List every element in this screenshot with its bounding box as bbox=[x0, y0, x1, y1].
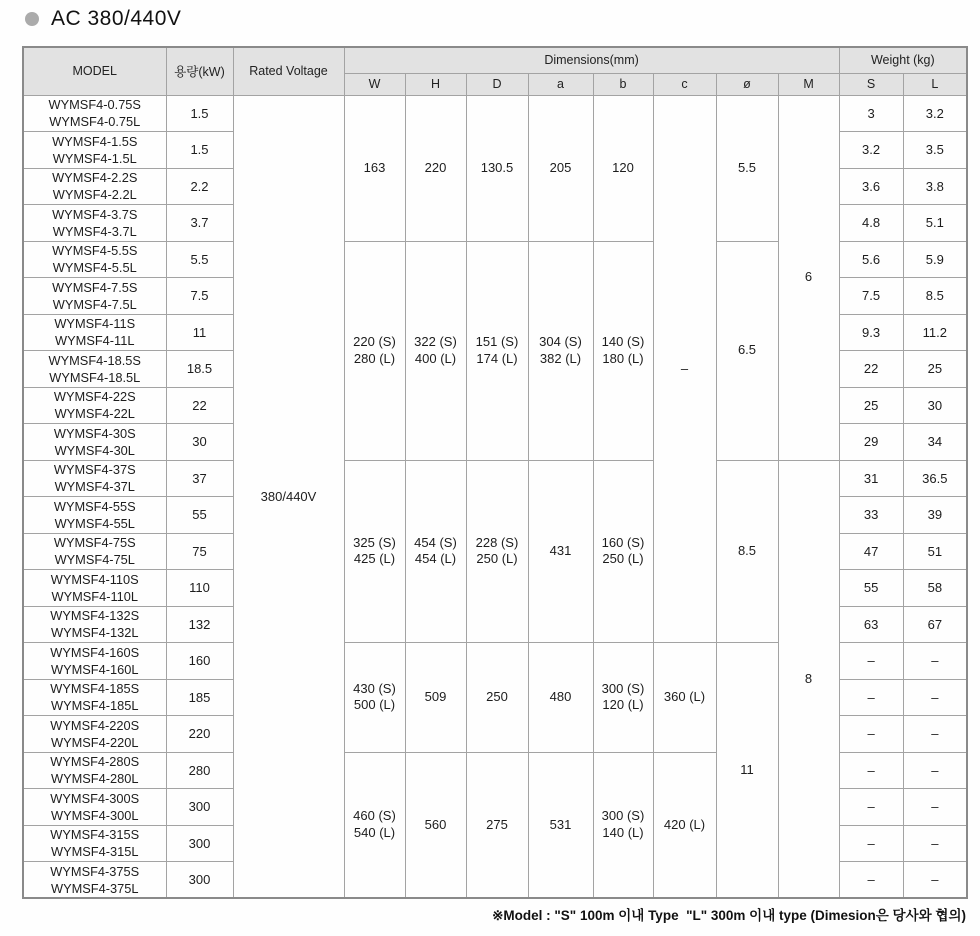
col-header-w: W bbox=[344, 73, 405, 95]
cell-text: WYMSF4-11S bbox=[54, 316, 136, 332]
cell-text: WYMSF4-75L bbox=[54, 552, 135, 568]
cell-text: 120 (L) bbox=[602, 697, 644, 713]
cell-text: 250 bbox=[486, 689, 508, 704]
weight-l-cell: 30 bbox=[903, 387, 967, 424]
cell-text: 425 (L) bbox=[353, 551, 396, 567]
cell-text: WYMSF4-7.5S bbox=[52, 279, 138, 295]
dim-a-cell bbox=[528, 241, 593, 460]
col-header-d: D bbox=[466, 73, 528, 95]
cell-text: 540 (L) bbox=[353, 824, 396, 840]
weight-l-cell: 25 bbox=[903, 351, 967, 388]
dim-c-cell bbox=[653, 752, 716, 898]
weight-l-cell: 3.5 bbox=[903, 132, 967, 169]
cell-text: WYMSF4-37S bbox=[53, 462, 136, 478]
capacity-cell: 75 bbox=[166, 533, 233, 570]
cell-text: 430 (S) bbox=[353, 680, 396, 696]
cell-text: 560 bbox=[424, 816, 447, 832]
dim-a-cell bbox=[528, 752, 593, 898]
capacity-cell: 55 bbox=[166, 497, 233, 534]
cell-text: WYMSF4-220L bbox=[51, 734, 139, 750]
cell-text: 500 (L) bbox=[353, 697, 396, 713]
model-cell bbox=[23, 168, 166, 205]
cell-text: 420 (L) bbox=[663, 816, 706, 832]
cell-text: WYMSF4-5.5L bbox=[52, 260, 137, 276]
cell-text: WYMSF4-185S bbox=[50, 681, 140, 697]
cell-text: 5.5 bbox=[737, 159, 757, 175]
cell-text: 205 bbox=[549, 159, 572, 175]
dim-b-cell bbox=[593, 460, 653, 643]
weight-l-cell: 58 bbox=[903, 570, 967, 607]
capacity-cell: 22 bbox=[166, 387, 233, 424]
cell-text: 280 (L) bbox=[353, 350, 396, 366]
model-cell bbox=[23, 789, 166, 826]
weight-s-cell: 33 bbox=[839, 497, 903, 534]
model-cell bbox=[23, 679, 166, 716]
model-cell bbox=[23, 314, 166, 351]
weight-l-cell: 3.8 bbox=[903, 168, 967, 205]
model-cell bbox=[23, 95, 166, 132]
weight-l-cell: 36.5 bbox=[903, 460, 967, 497]
weight-l-cell: – bbox=[903, 825, 967, 862]
cell-text: WYMSF4-1.5L bbox=[52, 150, 137, 166]
capacity-cell: 300 bbox=[166, 789, 233, 826]
capacity-cell: 132 bbox=[166, 606, 233, 643]
dim-w-cell bbox=[344, 752, 405, 898]
cell-text: 180 (L) bbox=[602, 350, 644, 366]
cell-text: 8.5 bbox=[737, 543, 757, 558]
cell-text: WYMSF4-280L bbox=[51, 771, 139, 787]
weight-l-cell: 67 bbox=[903, 606, 967, 643]
capacity-cell: 3.7 bbox=[166, 205, 233, 242]
cell-text: 460 (S) bbox=[353, 808, 396, 824]
dim-c-cell bbox=[653, 643, 716, 753]
cell-text: 250 (L) bbox=[476, 551, 518, 567]
dim-b-cell bbox=[593, 643, 653, 753]
capacity-cell: 110 bbox=[166, 570, 233, 607]
cell-text: 431 bbox=[549, 543, 572, 558]
cell-text: 454 (S) bbox=[414, 534, 457, 550]
cell-text: 6.5 bbox=[737, 342, 757, 358]
cell-text: 228 (S) bbox=[475, 534, 519, 550]
model-cell bbox=[23, 278, 166, 315]
cell-text: 382 (L) bbox=[539, 350, 582, 366]
dim-c-cell bbox=[653, 95, 716, 643]
capacity-cell: 1.5 bbox=[166, 95, 233, 132]
model-cell bbox=[23, 241, 166, 278]
dim-b-cell bbox=[593, 241, 653, 460]
cell-text: WYMSF4-0.75S bbox=[48, 97, 141, 113]
dim-b-cell bbox=[593, 752, 653, 898]
capacity-cell: 1.5 bbox=[166, 132, 233, 169]
cell-text: 300 (S) bbox=[601, 680, 645, 696]
col-header-dimensions: Dimensions(mm) bbox=[344, 47, 839, 73]
cell-text: 304 (S) bbox=[539, 334, 582, 349]
cell-text: 400 (L) bbox=[414, 350, 457, 366]
weight-l-cell: – bbox=[903, 752, 967, 789]
capacity-cell: 11 bbox=[166, 314, 233, 351]
cell-text: 509 bbox=[424, 689, 447, 704]
model-cell bbox=[23, 643, 166, 680]
cell-text: WYMSF4-375L bbox=[51, 880, 139, 896]
weight-l-cell: – bbox=[903, 789, 967, 826]
col-header-capacity: 용량(kW) bbox=[166, 47, 233, 95]
cell-text: 151 (S) bbox=[475, 334, 519, 349]
weight-s-cell: 3.6 bbox=[839, 168, 903, 205]
weight-s-cell: 63 bbox=[839, 606, 903, 643]
cell-text: WYMSF4-7.5L bbox=[52, 296, 137, 312]
model-cell bbox=[23, 205, 166, 242]
dim-d-cell bbox=[466, 241, 528, 460]
cell-text: WYMSF4-18.5S bbox=[48, 352, 141, 368]
weight-l-cell: – bbox=[903, 716, 967, 753]
dim-d-cell bbox=[466, 460, 528, 643]
cell-text: WYMSF4-18.5L bbox=[49, 369, 141, 385]
dim-m-cell bbox=[778, 460, 839, 898]
dim-diameter-cell bbox=[716, 643, 778, 899]
weight-s-cell: – bbox=[839, 789, 903, 826]
cell-text: WYMSF4-185L bbox=[51, 698, 139, 714]
capacity-cell: 7.5 bbox=[166, 278, 233, 315]
weight-s-cell: 5.6 bbox=[839, 241, 903, 278]
weight-l-cell: 8.5 bbox=[903, 278, 967, 315]
cell-text: WYMSF4-55L bbox=[54, 515, 135, 531]
capacity-cell: 280 bbox=[166, 752, 233, 789]
cell-text: WYMSF4-55S bbox=[53, 498, 136, 514]
cell-text: WYMSF4-22S bbox=[53, 389, 136, 405]
dim-w-cell bbox=[344, 460, 405, 643]
weight-s-cell: – bbox=[839, 643, 903, 680]
dim-h-cell bbox=[405, 241, 466, 460]
weight-l-cell: 39 bbox=[903, 497, 967, 534]
model-cell bbox=[23, 460, 166, 497]
dim-d-cell bbox=[466, 752, 528, 898]
cell-text: WYMSF4-30L bbox=[54, 442, 135, 458]
col-header-h: H bbox=[405, 73, 466, 95]
weight-s-cell: 55 bbox=[839, 570, 903, 607]
cell-text: WYMSF4-37L bbox=[54, 479, 135, 495]
capacity-cell: 5.5 bbox=[166, 241, 233, 278]
cell-text: WYMSF4-315S bbox=[50, 827, 140, 843]
cell-text: 325 (S) bbox=[353, 534, 396, 550]
cell-text: 120 bbox=[612, 159, 634, 175]
cell-text: WYMSF4-220S bbox=[50, 717, 140, 733]
cell-text: WYMSF4-160S bbox=[50, 644, 140, 660]
cell-text: 160 (S) bbox=[601, 534, 645, 550]
cell-text: 220 (S) bbox=[353, 334, 396, 349]
col-header-m: M bbox=[778, 73, 839, 95]
cell-text: 130.5 bbox=[480, 159, 514, 175]
dim-a-cell bbox=[528, 643, 593, 753]
cell-text: WYMSF4-5.5S bbox=[52, 243, 138, 259]
col-header-diameter: ø bbox=[716, 73, 778, 95]
weight-s-cell: 7.5 bbox=[839, 278, 903, 315]
weight-l-cell: 3.2 bbox=[903, 95, 967, 132]
col-header-rated-voltage: Rated Voltage bbox=[233, 47, 344, 95]
cell-text: 300 (S) bbox=[601, 808, 645, 824]
cell-text: WYMSF4-1.5S bbox=[52, 133, 138, 149]
dim-a-cell bbox=[528, 460, 593, 643]
cell-text: WYMSF4-2.2L bbox=[52, 187, 137, 203]
dim-w-cell bbox=[344, 643, 405, 753]
capacity-cell: 160 bbox=[166, 643, 233, 680]
model-cell bbox=[23, 132, 166, 169]
model-cell bbox=[23, 716, 166, 753]
table-row bbox=[23, 460, 967, 497]
dim-h-cell bbox=[405, 460, 466, 643]
table-body bbox=[23, 95, 967, 898]
capacity-cell: 185 bbox=[166, 679, 233, 716]
cell-text: WYMSF4-3.7S bbox=[52, 206, 138, 222]
weight-s-cell: – bbox=[839, 679, 903, 716]
weight-s-cell: 29 bbox=[839, 424, 903, 461]
weight-s-cell: – bbox=[839, 825, 903, 862]
weight-s-cell: – bbox=[839, 862, 903, 899]
capacity-cell: 18.5 bbox=[166, 351, 233, 388]
capacity-cell: 300 bbox=[166, 862, 233, 899]
cell-text: WYMSF4-300L bbox=[51, 807, 139, 823]
weight-s-cell: – bbox=[839, 716, 903, 753]
cell-text: 140 (L) bbox=[602, 824, 644, 840]
cell-text: 8 bbox=[804, 670, 813, 686]
model-cell bbox=[23, 825, 166, 862]
spec-table bbox=[22, 46, 968, 899]
model-cell bbox=[23, 424, 166, 461]
cell-text: WYMSF4-11L bbox=[55, 333, 135, 349]
dim-m-cell bbox=[778, 95, 839, 460]
cell-text: 174 (L) bbox=[476, 350, 518, 366]
cell-text: 275 bbox=[486, 816, 508, 832]
cell-text: 163 bbox=[363, 159, 386, 175]
dim-h-cell bbox=[405, 95, 466, 241]
cell-text: WYMSF4-0.75L bbox=[49, 114, 141, 130]
capacity-cell: 2.2 bbox=[166, 168, 233, 205]
dim-h-cell bbox=[405, 752, 466, 898]
cell-text: – bbox=[680, 360, 689, 376]
cell-text: 140 (S) bbox=[601, 334, 645, 349]
weight-s-cell: 4.8 bbox=[839, 205, 903, 242]
dim-a-cell bbox=[528, 95, 593, 241]
cell-text: 322 (S) bbox=[414, 334, 457, 349]
weight-l-cell: – bbox=[903, 862, 967, 899]
weight-l-cell: 34 bbox=[903, 424, 967, 461]
cell-text: 220 bbox=[424, 159, 447, 175]
weight-s-cell: – bbox=[839, 752, 903, 789]
cell-text: 250 (L) bbox=[602, 551, 644, 567]
cell-text: 11 bbox=[740, 761, 754, 777]
weight-l-cell: – bbox=[903, 643, 967, 680]
footer-note: ※Model : "S" 100m 이내 Type "L" 300m 이내 type (Dimesion은 당사와 협의) bbox=[492, 908, 966, 923]
cell-text: WYMSF4-22L bbox=[54, 406, 135, 422]
weight-s-cell: 9.3 bbox=[839, 314, 903, 351]
cell-text: 454 (L) bbox=[414, 551, 457, 567]
model-cell bbox=[23, 570, 166, 607]
weight-s-cell: 3 bbox=[839, 95, 903, 132]
col-header-a: a bbox=[528, 73, 593, 95]
model-cell bbox=[23, 533, 166, 570]
cell-text: WYMSF4-110L bbox=[51, 588, 139, 604]
weight-l-cell: 51 bbox=[903, 533, 967, 570]
weight-s-cell: 3.2 bbox=[839, 132, 903, 169]
weight-s-cell: 22 bbox=[839, 351, 903, 388]
cell-text: WYMSF4-132S bbox=[50, 608, 140, 624]
bullet-icon bbox=[25, 12, 39, 26]
dim-diameter-cell bbox=[716, 460, 778, 643]
weight-l-cell: 5.9 bbox=[903, 241, 967, 278]
model-cell bbox=[23, 752, 166, 789]
model-cell bbox=[23, 387, 166, 424]
col-header-b: b bbox=[593, 73, 653, 95]
model-cell bbox=[23, 351, 166, 388]
col-header-l: L bbox=[903, 73, 967, 95]
capacity-cell: 220 bbox=[166, 716, 233, 753]
section-title bbox=[25, 7, 181, 31]
cell-text: 6 bbox=[804, 269, 813, 285]
cell-text: WYMSF4-300S bbox=[50, 790, 140, 806]
rated-voltage-cell: 380/440V bbox=[233, 95, 344, 898]
table-row bbox=[23, 95, 967, 132]
col-header-s: S bbox=[839, 73, 903, 95]
cell-text: WYMSF4-2.2S bbox=[52, 170, 138, 186]
page-title: AC 380/440V bbox=[51, 7, 182, 30]
dim-w-cell bbox=[344, 95, 405, 241]
dim-diameter-cell bbox=[716, 95, 778, 241]
dim-b-cell bbox=[593, 95, 653, 241]
weight-s-cell: 47 bbox=[839, 533, 903, 570]
dim-d-cell bbox=[466, 95, 528, 241]
model-cell bbox=[23, 606, 166, 643]
cell-text: WYMSF4-160L bbox=[51, 661, 139, 677]
table-header bbox=[23, 47, 967, 95]
col-header-model: MODEL bbox=[23, 47, 166, 95]
weight-l-cell: 11.2 bbox=[903, 314, 967, 351]
cell-text: WYMSF4-280S bbox=[50, 754, 140, 770]
weight-s-cell: 25 bbox=[839, 387, 903, 424]
capacity-cell: 300 bbox=[166, 825, 233, 862]
col-header-c: c bbox=[653, 73, 716, 95]
cell-text: WYMSF4-3.7L bbox=[52, 223, 137, 239]
cell-text: WYMSF4-315L bbox=[51, 844, 139, 860]
cell-text: WYMSF4-110S bbox=[50, 571, 139, 587]
dim-h-cell bbox=[405, 643, 466, 753]
capacity-cell: 37 bbox=[166, 460, 233, 497]
cell-text: 531 bbox=[549, 816, 572, 832]
cell-text: 360 (L) bbox=[663, 689, 706, 704]
col-header-weight: Weight (kg) bbox=[839, 47, 967, 73]
cell-text: WYMSF4-375S bbox=[50, 863, 140, 879]
weight-l-cell: 5.1 bbox=[903, 205, 967, 242]
cell-text: WYMSF4-75S bbox=[53, 535, 136, 551]
dim-d-cell bbox=[466, 643, 528, 753]
weight-s-cell: 31 bbox=[839, 460, 903, 497]
capacity-cell: 30 bbox=[166, 424, 233, 461]
model-cell bbox=[23, 862, 166, 899]
cell-text: WYMSF4-30S bbox=[53, 425, 136, 441]
weight-l-cell: – bbox=[903, 679, 967, 716]
dim-w-cell bbox=[344, 241, 405, 460]
model-cell bbox=[23, 497, 166, 534]
dim-diameter-cell bbox=[716, 241, 778, 460]
cell-text: WYMSF4-132L bbox=[51, 625, 139, 641]
cell-text: 480 bbox=[549, 689, 572, 704]
